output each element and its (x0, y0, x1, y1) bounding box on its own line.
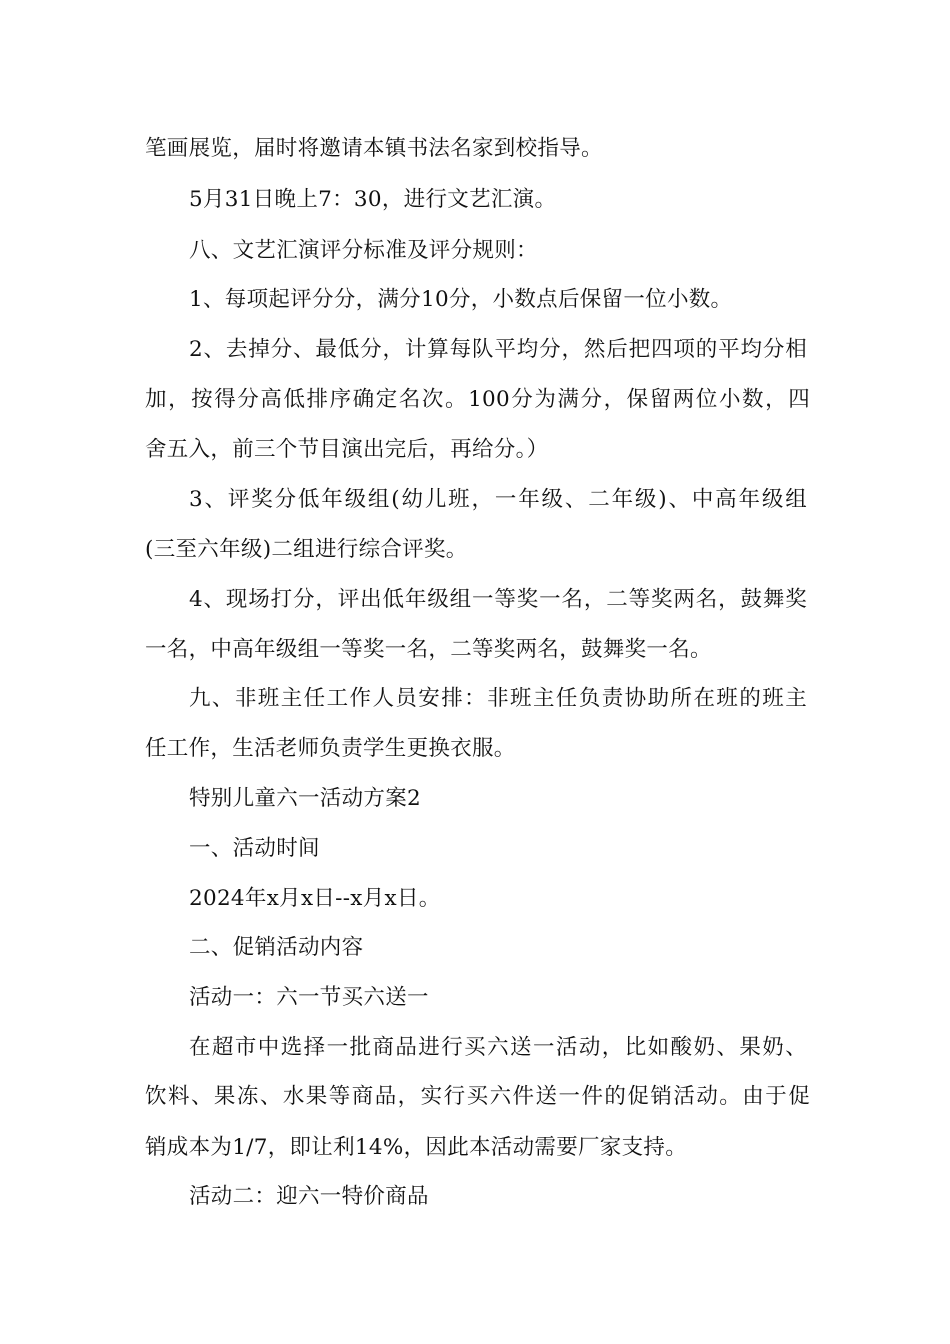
section-heading: 九、非班主任工作人员安排：非班主任负责协助所在班的班主 (189, 686, 807, 711)
section-heading: 二、促销活动内容 (189, 935, 364, 960)
paragraph-line: 销成本为1/7，即让利14%，因此本活动需要厂家支持。 (145, 1135, 687, 1160)
document-title: 特别儿童六一活动方案2 (189, 786, 421, 811)
section-heading: 八、文艺汇演评分标准及评分规则： (189, 238, 538, 263)
paragraph-line: 加，按得分高低排序确定名次。100分为满分，保留两位小数，四 (145, 387, 810, 412)
subsection-heading: 活动二：迎六一特价商品 (189, 1184, 429, 1209)
paragraph-line: 笔画展览，届时将邀请本镇书法名家到校指导。 (145, 136, 603, 161)
paragraph-line: 4、现场打分，评出低年级组一等奖一名，二等奖两名，鼓舞奖 (189, 587, 807, 612)
paragraph-line: (三至六年级)二组进行综合评奖。 (145, 537, 468, 562)
paragraph-line: 3、评奖分低年级组(幼儿班，一年级、二年级)、中高年级组 (189, 487, 807, 512)
paragraph-line: 2024年x月x日--x月x日。 (189, 886, 441, 911)
paragraph-line: 任工作，生活老师负责学生更换衣服。 (145, 736, 516, 761)
paragraph-line: 一名，中高年级组一等奖一名，二等奖两名，鼓舞奖一名。 (145, 637, 712, 662)
paragraph-line: 饮料、果冻、水果等商品，实行买六件送一件的促销活动。由于促 (145, 1084, 810, 1109)
paragraph-line: 1、每项起评分分，满分10分，小数点后保留一位小数。 (189, 287, 733, 312)
paragraph-line: 5月31日晚上7：30，进行文艺汇演。 (189, 187, 557, 212)
subsection-heading: 活动一：六一节买六送一 (189, 985, 429, 1010)
paragraph-line: 2、去掉分、最低分，计算每队平均分，然后把四项的平均分相 (189, 337, 807, 362)
paragraph-line: 舍五入，前三个节目演出完后，再给分。） (145, 437, 549, 462)
section-heading: 一、活动时间 (189, 836, 320, 861)
paragraph-line: 在超市中选择一批商品进行买六送一活动，比如酸奶、果奶、 (189, 1035, 807, 1060)
